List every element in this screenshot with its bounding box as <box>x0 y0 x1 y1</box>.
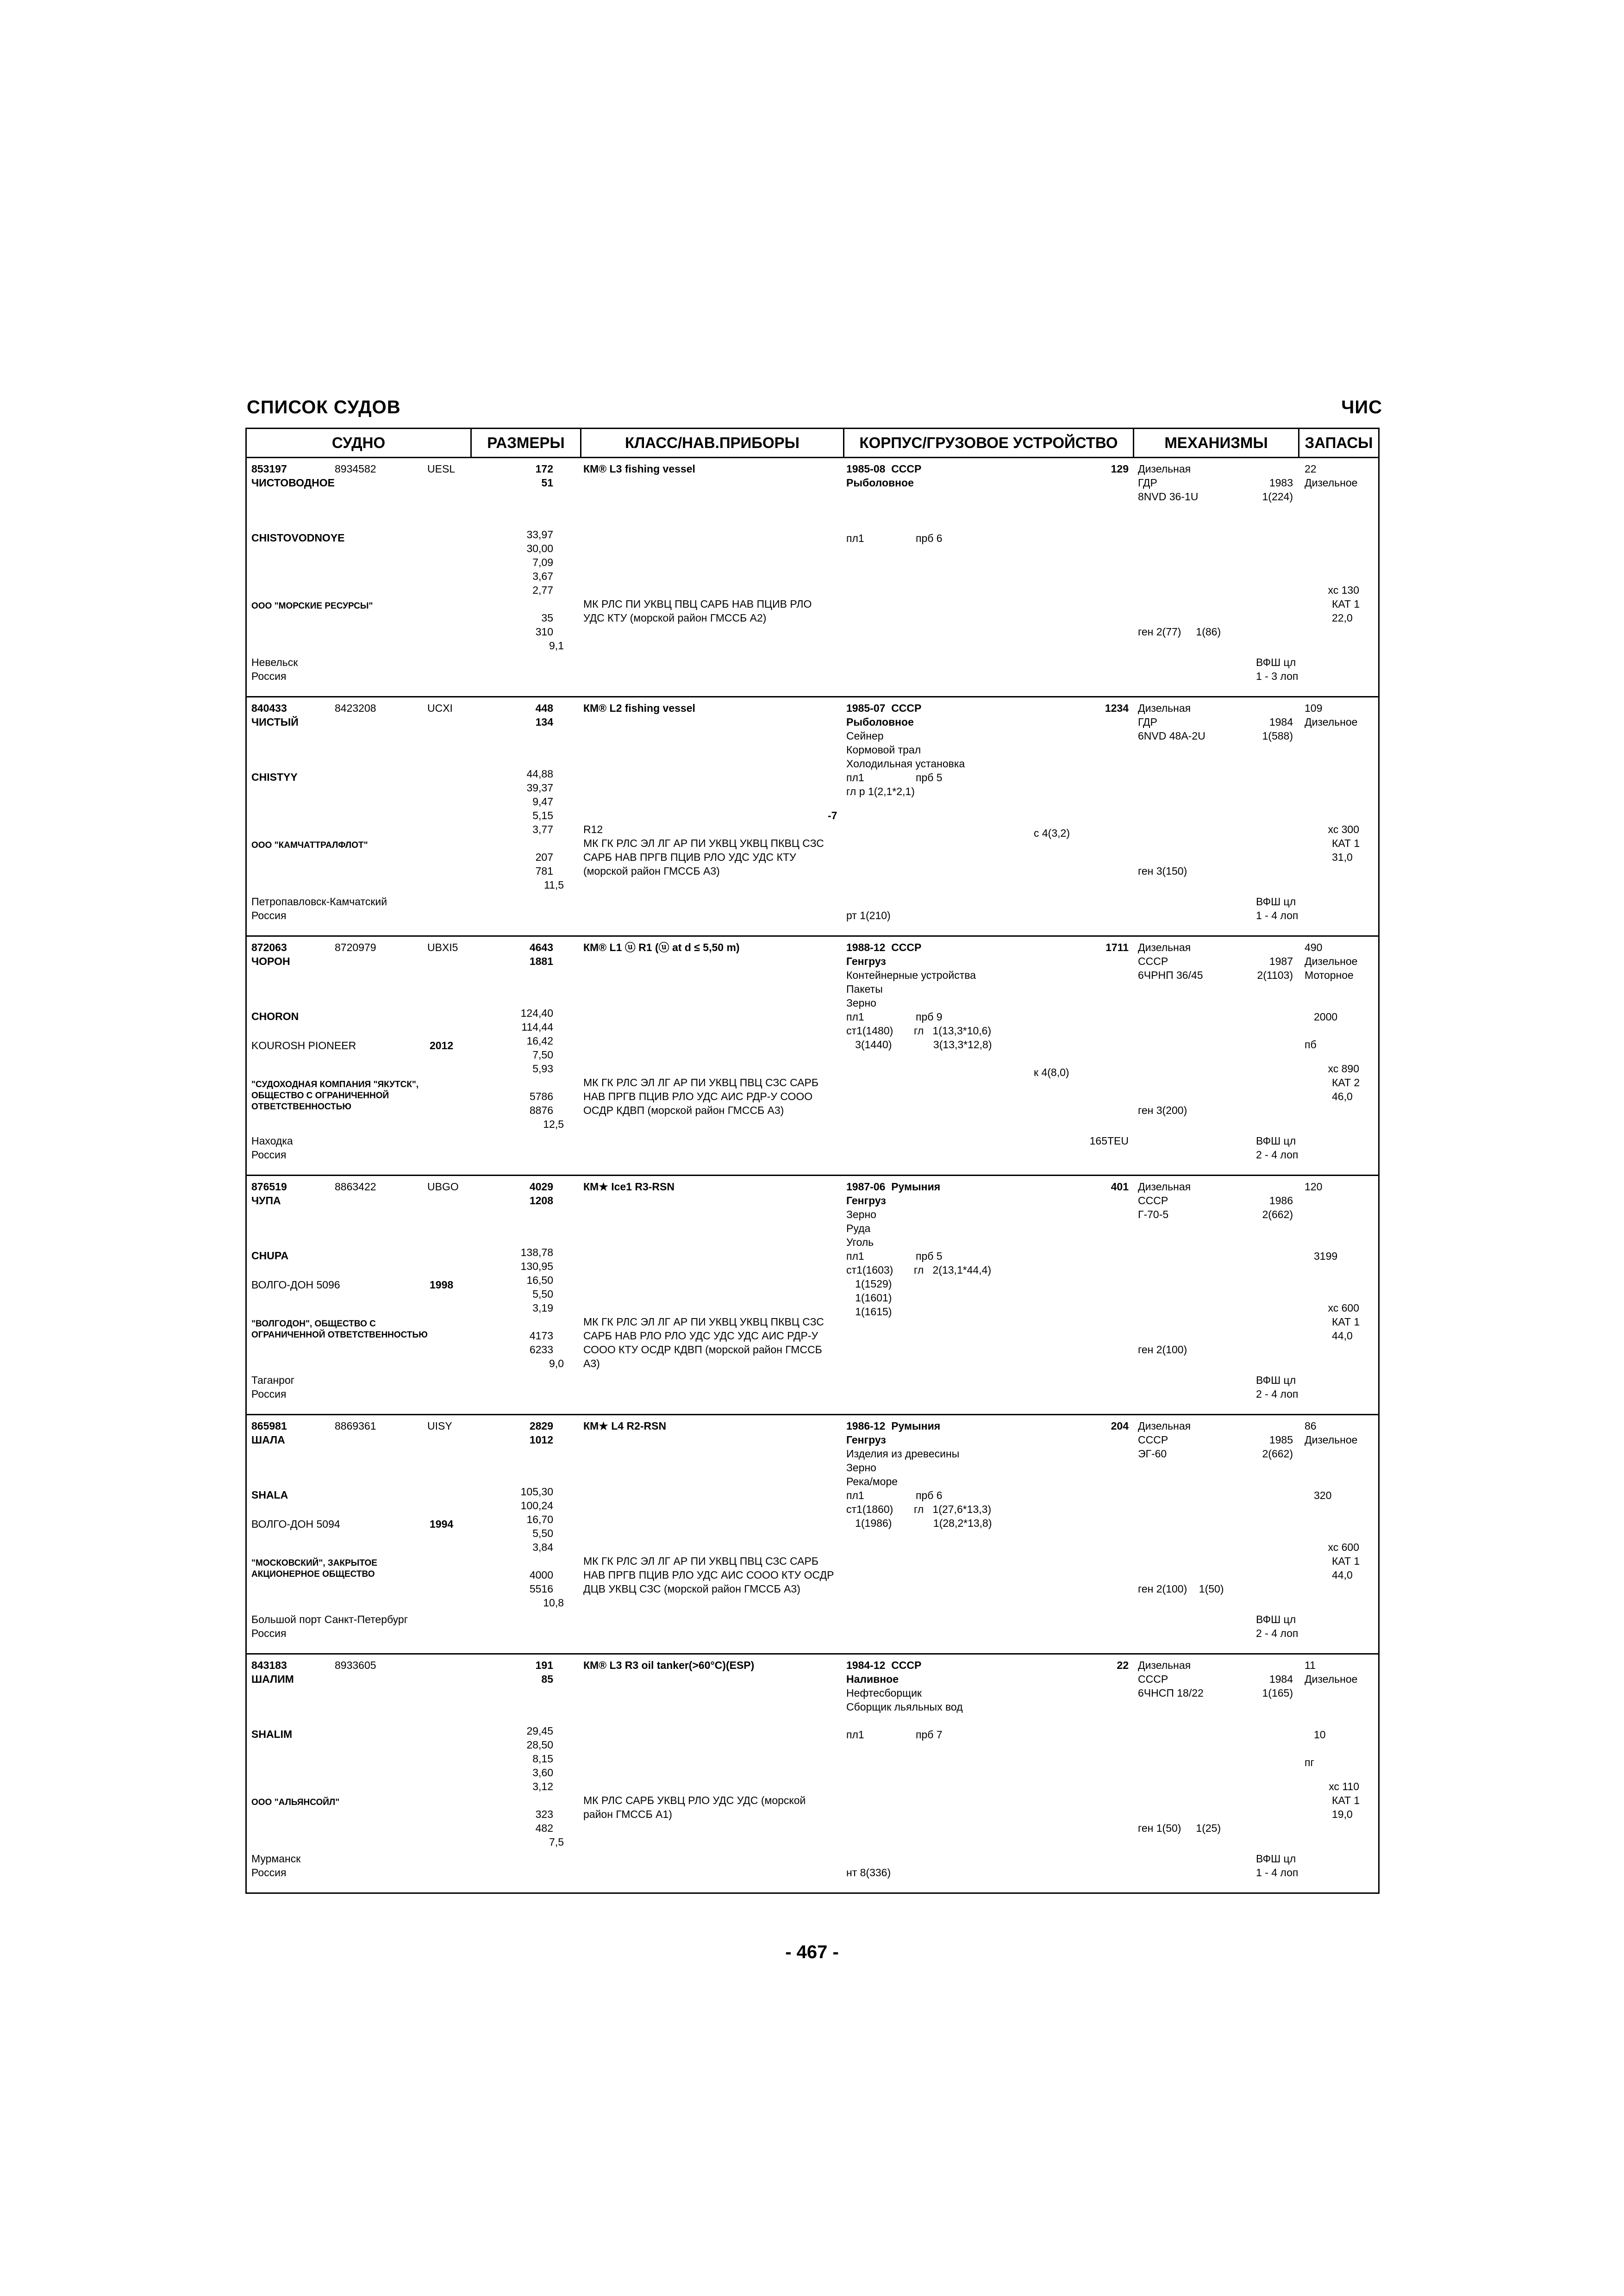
ship-record-cell <box>246 1415 1379 1654</box>
cargo-item: Холодильная установка <box>846 758 965 770</box>
ship-callsign: UISY <box>427 1420 452 1432</box>
engine-power: 2(1103) <box>1257 969 1293 981</box>
ship-owner: ООО "МОРСКИЕ РЕСУРСЫ" <box>251 601 373 611</box>
dim-depth: 3,67 <box>532 570 553 582</box>
dim-gross-tonnage: 172 <box>535 463 553 475</box>
hatch-line: ст1(1860) гл 1(27,6*13,3) <box>846 1503 992 1515</box>
stores-fuel: 490 <box>1305 941 1323 953</box>
ship-owner: "ВОЛГОДОН", ОБЩЕСТВО С ОГРАНИЧЕННОЙ ОТВЕТСТВЕННОСТЬЮ <box>251 1319 428 1340</box>
cargo-item: Контейнерные устройства <box>846 969 976 981</box>
hull-bulkheads: прб 6 <box>916 532 943 544</box>
hull-build-info: 1985-07 СССР <box>846 702 922 714</box>
nav-equipment: МК РЛС ПИ УКВЦ ПВЦ САРБ НАВ ПЦИВ РЛО УДС КТУ (морской район ГМССБ А2) <box>583 598 812 624</box>
hatch-right: к 4(8,0) <box>1034 1066 1069 1078</box>
dim-displacement: 781 <box>535 865 553 877</box>
dim-displacement: 8876 <box>529 1104 553 1116</box>
ship-former-name: KOUROSH PIONEER <box>251 1039 356 1052</box>
cargo-item: Пакеты <box>846 983 883 995</box>
ship-imo-number: 8863422 <box>335 1181 376 1193</box>
ship-callsign: UESL <box>427 463 456 475</box>
nav-equipment: МК ГК РЛС ЭЛ ЛГ АР ПИ УКВЦ УКВЦ ПКВЦ СЗС САРБ НАВ ПРГВ ПЦИВ РЛО УДС УДС КТУ (морской район ГМССБ А3) <box>583 837 824 877</box>
hatch-line: 1(1986) 1(28,2*13,8) <box>846 1517 992 1529</box>
stores-fuel-type: Дизельное <box>1305 1434 1358 1446</box>
hull-type: Генгруз <box>846 1195 886 1207</box>
boats-count: 1 - 4 лоп <box>1256 909 1299 921</box>
engine-type: Дизельная <box>1138 1420 1191 1432</box>
ship-country: Россия <box>251 1867 287 1879</box>
hull-type: Рыболовное <box>846 716 914 728</box>
engine-country: СССР <box>1138 1673 1168 1685</box>
stores-fuel: 120 <box>1305 1181 1323 1193</box>
dim-breadth: 8,15 <box>532 1753 553 1765</box>
hull-deck: пл1 <box>846 1011 864 1023</box>
dim-draught: 5,93 <box>532 1063 553 1075</box>
class-notation: КМ® L2 fishing vessel <box>583 702 695 714</box>
ship-record-cell <box>246 697 1379 936</box>
cargo-item: Сейнер <box>846 730 884 742</box>
cargo-item: Зерно <box>846 1208 876 1220</box>
ship-imo-number: 8720979 <box>335 941 376 953</box>
dim-breadth: 7,09 <box>532 556 553 568</box>
engine-year: 1984 <box>1269 716 1293 728</box>
dim-deadweight: 207 <box>535 851 553 863</box>
dim-deadweight: 4000 <box>529 1569 553 1581</box>
stores-fuel-type: Дизельное <box>1305 955 1358 967</box>
stores-category: КАТ 1 <box>1332 837 1360 849</box>
engine-model: 6ЧНСП 18/22 <box>1138 1687 1204 1699</box>
page-header-left: СПИСОК СУДОВ <box>247 397 401 417</box>
ship-former-year: 1994 <box>430 1518 454 1530</box>
nav-equipment: МК ГК РЛС ЭЛ ЛГ АР ПИ УКВЦ ПВЦ СЗС САРБ НАВ ПРГВ ПЦИВ РЛО УДС АИС РДР-У СООО ОСДР КДВП (морской район ГМССБ А3) <box>583 1076 818 1116</box>
dim-speed: 10,8 <box>543 1597 564 1609</box>
ship-name-en: CHORON <box>251 1010 299 1022</box>
class-notation: КМ® L1 ⓤ R1 (ⓤ at d ≤ 5,50 m) <box>583 941 740 953</box>
ship-record-cell <box>246 1654 1379 1893</box>
hull-build-info: 1988-12 СССР <box>846 941 922 953</box>
hull-bottom: рт 1(210) <box>846 909 891 921</box>
engine-country: СССР <box>1138 1195 1168 1207</box>
hull-build-value: 1234 <box>1105 702 1129 714</box>
engine-model: 8NVD 36-1U <box>1138 491 1199 503</box>
ship-reg-number: 840433 <box>251 702 287 714</box>
ship-former-year: 2012 <box>430 1039 454 1052</box>
dim-deadweight: 35 <box>541 612 553 624</box>
ship-reg-number: 853197 <box>251 463 287 475</box>
ship-former-name: ВОЛГО-ДОН 5094 <box>251 1518 340 1530</box>
ship-owner: ООО "АЛЬЯНСОЙЛ" <box>251 1798 340 1807</box>
dim-displacement: 482 <box>535 1822 553 1834</box>
ship-reg-number: 872063 <box>251 941 287 953</box>
stores-category: КАТ 1 <box>1332 1316 1360 1328</box>
ship-reg-number: 876519 <box>251 1181 287 1193</box>
dim-gross-tonnage: 191 <box>535 1659 553 1671</box>
boats-count: 2 - 4 лоп <box>1256 1388 1299 1400</box>
dim-speed: 7,5 <box>549 1836 564 1848</box>
dim-net-tonnage: 1881 <box>529 955 553 967</box>
stores-capacity: 10 <box>1314 1729 1326 1741</box>
dim-depth: 5,15 <box>532 809 553 821</box>
cargo-item: Зерно <box>846 997 876 1009</box>
cargo-item: Уголь <box>846 1236 874 1248</box>
dim-length-overall: 29,45 <box>526 1725 553 1737</box>
stores-extra: пб <box>1305 1039 1317 1051</box>
stores-capacity: 3199 <box>1314 1250 1338 1262</box>
stores-refrig: хс 600 <box>1328 1302 1359 1314</box>
stores-fuel: 109 <box>1305 702 1323 714</box>
dim-length-overall: 138,78 <box>520 1246 553 1258</box>
engine-year: 1984 <box>1269 1673 1293 1685</box>
cargo-item: Сборщик льяльных вод <box>846 1701 963 1713</box>
ship-name-ru: ЧОРОН <box>251 955 290 967</box>
ship-port: Петропавловск-Камчатский <box>251 896 387 908</box>
stores-refrig: хс 890 <box>1328 1063 1359 1075</box>
hull-type: Генгруз <box>846 1434 886 1446</box>
hull-type: Наливное <box>846 1673 899 1685</box>
dim-speed: 11,5 <box>543 879 564 891</box>
dim-breadth: 9,47 <box>532 796 553 808</box>
class-notation: КМ★ Ice1 R3-RSN <box>583 1181 675 1193</box>
cargo-item: Зерно <box>846 1462 876 1474</box>
engine-year: 1985 <box>1269 1434 1293 1446</box>
hull-bottom: нт 8(336) <box>846 1867 891 1879</box>
engine-power: 2(662) <box>1262 1448 1293 1460</box>
generators: ген 2(77) 1(86) <box>1138 626 1221 638</box>
dim-depth: 5,50 <box>532 1288 553 1300</box>
dim-speed: 9,1 <box>549 640 564 652</box>
engine-country: ГДР <box>1138 716 1157 728</box>
hull-build-info: 1984-12 СССР <box>846 1659 922 1671</box>
ship-register-table <box>245 428 1380 1894</box>
ship-name-ru: ЧИСТЫЙ <box>251 716 299 728</box>
boats-info: ВФШ цл <box>1256 1613 1296 1625</box>
engine-year: 1987 <box>1269 955 1293 967</box>
hull-deck: пл1 <box>846 532 864 544</box>
engine-type: Дизельная <box>1138 702 1191 714</box>
engine-model: 6NVD 48A-2U <box>1138 730 1206 742</box>
ship-record <box>246 1415 1379 1654</box>
column-header-class: КЛАСС/НАВ.ПРИБОРЫ <box>581 429 844 458</box>
ship-imo-number: 8869361 <box>335 1420 376 1432</box>
class-notation: КМ★ L4 R2-RSN <box>583 1420 667 1432</box>
ship-former-name: ВОЛГО-ДОН 5096 <box>251 1279 340 1291</box>
dim-draught: 3,84 <box>532 1541 553 1553</box>
hatch-line: ст1(1480) гл 1(13,3*10,6) <box>846 1025 992 1037</box>
dim-length-pp: 114,44 <box>521 1021 553 1033</box>
ship-imo-number: 8934582 <box>335 463 376 475</box>
stores-fuel-type-2: Моторное <box>1305 969 1354 981</box>
ship-name-ru: ШАЛА <box>251 1434 285 1446</box>
engine-power: 1(224) <box>1262 491 1293 503</box>
hull-build-info: 1985-08 СССР <box>846 463 922 475</box>
engine-power: 2(662) <box>1262 1208 1293 1220</box>
generators: ген 3(200) <box>1138 1104 1187 1116</box>
hull-bulkheads: прб 6 <box>916 1489 943 1501</box>
stores-refrig: хс 600 <box>1328 1541 1359 1553</box>
ship-country: Россия <box>251 670 287 682</box>
hull-deck: пл1 <box>846 1729 864 1741</box>
stores-fuel-type: Дизельное <box>1305 477 1358 489</box>
dim-length-pp: 28,50 <box>526 1739 553 1751</box>
ship-record-cell <box>246 458 1379 697</box>
dim-draught: 3,12 <box>532 1780 553 1792</box>
ship-record <box>246 936 1379 1176</box>
stores-fuel: 11 <box>1305 1659 1316 1671</box>
ship-name-en: SHALIM <box>251 1728 293 1740</box>
stores-fuel: 86 <box>1305 1420 1317 1432</box>
ship-callsign: UBGO <box>427 1181 459 1193</box>
ship-name-ru: ЧИСТОВОДНОЕ <box>251 477 335 489</box>
ship-country: Россия <box>251 1388 287 1400</box>
engine-power: 1(165) <box>1262 1687 1293 1699</box>
stores-refrig: хс 130 <box>1328 584 1359 596</box>
engine-country: СССР <box>1138 955 1168 967</box>
hull-build-info: 1987-06 Румыния <box>846 1181 941 1193</box>
stores-category: КАТ 1 <box>1332 598 1360 610</box>
dim-draught: 2,77 <box>532 584 553 596</box>
ship-record <box>246 1176 1379 1415</box>
cargo-item: Кормовой трал <box>846 744 921 756</box>
ship-port: Большой порт Санкт-Петербург <box>251 1613 408 1625</box>
boats-info: ВФШ цл <box>1256 656 1296 668</box>
column-header-dimensions: РАЗМЕРЫ <box>471 429 581 458</box>
hull-bulkheads: прб 9 <box>916 1011 943 1023</box>
ship-owner: ООО "КАМЧАТТРАЛФЛОТ" <box>251 840 368 850</box>
hatch-line: 1(1529) <box>846 1278 892 1290</box>
dim-displacement: 6233 <box>529 1344 553 1356</box>
column-header-row <box>246 429 1379 458</box>
hatch-line: ст1(1603) гл 2(13,1*44,4) <box>846 1264 992 1276</box>
stores-crew: 19,0 <box>1332 1808 1353 1820</box>
hatch-line: 1(1615) <box>846 1306 892 1318</box>
ship-name-ru: ШАЛИМ <box>251 1673 294 1685</box>
class-notation: КМ® L3 R3 oil tanker(>60°C)(ESP) <box>583 1659 755 1671</box>
dim-gross-tonnage: 2829 <box>529 1420 553 1432</box>
stores-refrig: хс 300 <box>1328 823 1359 835</box>
dim-net-tonnage: 85 <box>541 1673 553 1685</box>
hull-deck: пл1 <box>846 1489 864 1501</box>
generators: ген 3(150) <box>1138 865 1187 877</box>
engine-model: ЭГ-60 <box>1138 1448 1167 1460</box>
dim-breadth: 16,70 <box>526 1513 553 1525</box>
engine-power: 1(588) <box>1262 730 1293 742</box>
hull-build-value: 129 <box>1111 463 1129 475</box>
dim-displacement: 5516 <box>529 1583 553 1595</box>
ship-port: Находка <box>251 1135 293 1147</box>
nav-equipment: МК РЛС САРБ УКВЦ РЛО УДС УДС (морской район ГМССБ А1) <box>583 1794 806 1820</box>
hull-deck: пл1 <box>846 772 864 784</box>
dim-speed: 12,5 <box>543 1118 564 1130</box>
stores-fuel-type: Дизельное <box>1305 1673 1358 1685</box>
hull-bulkheads: прб 5 <box>916 772 943 784</box>
ship-country: Россия <box>251 1149 287 1161</box>
dim-gross-tonnage: 448 <box>535 702 553 714</box>
nav-equipment: МК ГК РЛС ЭЛ ЛГ АР ПИ УКВЦ УКВЦ ПКВЦ СЗС САРБ НАВ РЛО РЛО УДС УДС УДС АИС РДР-У СООО КТУ ОСДР КДВП (морской район ГМССБ А3) <box>583 1316 824 1369</box>
dim-depth: 7,50 <box>532 1049 553 1061</box>
ship-name-en: SHALA <box>251 1489 288 1501</box>
dim-length-overall: 33,97 <box>526 529 553 541</box>
ship-reg-number: 843183 <box>251 1659 287 1671</box>
ship-reg-number: 865981 <box>251 1420 287 1432</box>
generators: ген 1(50) 1(25) <box>1138 1822 1221 1834</box>
column-header-ship: СУДНО <box>246 429 471 458</box>
cargo-item: Река/море <box>846 1475 898 1487</box>
stores-crew: 44,0 <box>1332 1569 1353 1581</box>
ship-record <box>246 697 1379 936</box>
ship-record <box>246 458 1379 697</box>
boats-info: ВФШ цл <box>1256 896 1296 908</box>
column-header-hull: КОРПУС/ГРУЗОВОЕ УСТРОЙСТВО <box>844 429 1134 458</box>
column-header-machinery: МЕХАНИЗМЫ <box>1134 429 1299 458</box>
boats-count: 1 - 4 лоп <box>1256 1867 1299 1879</box>
page-number: - 467 - <box>785 1942 839 1962</box>
dim-breadth: 16,42 <box>526 1035 553 1047</box>
ship-owner: "СУДОХОДНАЯ КОМПАНИЯ "ЯКУТСК", ОБЩЕСТВО С ОГРАНИЧЕННОЙ ОТВЕТСТВЕННОСТЬЮ <box>251 1080 419 1112</box>
hull-build-value: 204 <box>1111 1420 1129 1432</box>
hull-type: Рыболовное <box>846 477 914 489</box>
ship-record <box>246 1654 1379 1893</box>
ship-callsign: UCXI <box>427 702 453 714</box>
cargo-item: Руда <box>846 1222 871 1234</box>
ship-port: Невельск <box>251 656 298 668</box>
hatch-line: 3(1440) 3(13,3*12,8) <box>846 1039 992 1051</box>
page-header-right: ЧИС <box>1341 397 1382 417</box>
ship-imo-number: 8423208 <box>335 702 376 714</box>
boats-info: ВФШ цл <box>1256 1135 1296 1147</box>
dim-breadth: 16,50 <box>526 1274 553 1286</box>
dim-net-tonnage: 134 <box>535 716 553 728</box>
generators: ген 2(100) <box>1138 1344 1187 1356</box>
ship-imo-number: 8933605 <box>335 1659 376 1671</box>
engine-country: ГДР <box>1138 477 1157 489</box>
stores-category: КАТ 1 <box>1332 1555 1360 1567</box>
stores-category: КАТ 2 <box>1332 1076 1360 1089</box>
hull-build-value: 22 <box>1117 1659 1129 1671</box>
hull-deck: пл1 <box>846 1250 864 1262</box>
stores-crew: 31,0 <box>1332 851 1353 863</box>
dim-length-overall: 124,40 <box>520 1007 553 1019</box>
engine-type: Дизельная <box>1138 941 1191 953</box>
dim-deadweight: 5786 <box>529 1090 553 1102</box>
ship-name-en: CHISTOVODNOYE <box>251 532 345 544</box>
stores-extra: пг <box>1305 1756 1314 1768</box>
dim-draught: 3,19 <box>532 1302 553 1314</box>
ship-port: Таганрог <box>251 1374 295 1386</box>
dim-length-pp: 130,95 <box>520 1260 553 1272</box>
boats-count: 2 - 4 лоп <box>1256 1149 1299 1161</box>
dim-length-pp: 39,37 <box>526 782 553 794</box>
engine-year: 1983 <box>1269 477 1293 489</box>
cargo-item: Изделия из древесины <box>846 1448 960 1460</box>
dim-displacement: 310 <box>535 626 553 638</box>
ship-name-en: CHISTYY <box>251 771 298 783</box>
dim-deadweight: 4173 <box>529 1330 553 1342</box>
dim-deadweight: 323 <box>535 1808 553 1820</box>
ship-name-en: CHUPA <box>251 1250 289 1262</box>
dim-speed: 9,0 <box>549 1357 564 1369</box>
ship-name-ru: ЧУПА <box>251 1195 281 1207</box>
hatch-right: с 4(3,2) <box>1034 827 1070 839</box>
dim-gross-tonnage: 4029 <box>529 1181 553 1193</box>
hatch-line: гл р 1(2,1*2,1) <box>846 785 915 797</box>
stores-crew: 46,0 <box>1332 1090 1353 1102</box>
class-extra: R12 <box>583 823 603 835</box>
ship-former-year: 1998 <box>430 1279 454 1291</box>
boats-count: 2 - 4 лоп <box>1256 1627 1299 1639</box>
stores-category: КАТ 1 <box>1332 1794 1360 1806</box>
stores-fuel-type: Дизельное <box>1305 716 1358 728</box>
hull-type: Генгруз <box>846 955 886 967</box>
hull-bulkheads: прб 5 <box>916 1250 943 1262</box>
engine-model: Г-70-5 <box>1138 1208 1169 1220</box>
dim-net-tonnage: 1208 <box>529 1195 553 1207</box>
hull-build-value: 1711 <box>1106 941 1129 953</box>
cargo-item: Нефтесборщик <box>846 1687 922 1699</box>
dim-draught: 3,77 <box>532 823 553 835</box>
stores-crew: 22,0 <box>1332 612 1353 624</box>
stores-capacity: 320 <box>1314 1489 1332 1501</box>
class-notation: КМ® L3 fishing vessel <box>583 463 695 475</box>
dim-length-overall: 105,30 <box>520 1486 553 1498</box>
boats-info: ВФШ цл <box>1256 1853 1296 1865</box>
dim-gross-tonnage: 4643 <box>529 941 553 953</box>
engine-type: Дизельная <box>1138 463 1191 475</box>
dim-net-tonnage: 51 <box>541 477 553 489</box>
hull-build-info: 1986-12 Румыния <box>846 1420 941 1432</box>
dim-length-pp: 30,00 <box>526 542 553 554</box>
class-extra-value: -7 <box>828 809 837 821</box>
boats-info: ВФШ цл <box>1256 1374 1296 1386</box>
column-header-stores: ЗАПАСЫ <box>1299 429 1379 458</box>
engine-type: Дизельная <box>1138 1659 1191 1671</box>
ship-record-cell <box>246 1176 1379 1415</box>
ship-owner: "МОСКОВСКИЙ", ЗАКРЫТОЕ АКЦИОНЕРНОЕ ОБЩЕСТВО <box>251 1558 377 1579</box>
nav-equipment: МК ГК РЛС ЭЛ ЛГ АР ПИ УКВЦ ПВЦ СЗС САРБ НАВ ПРГВ ПЦИВ РЛО УДС АИС СООО КТУ ОСДР ДЦВ УКВЦ СЗС (морской район ГМССБ А3) <box>583 1555 834 1595</box>
dim-depth: 5,50 <box>532 1527 553 1539</box>
ship-port: Мурманск <box>251 1853 301 1865</box>
hull-build-value: 401 <box>1111 1181 1129 1193</box>
hatch-line: 1(1601) <box>846 1292 892 1304</box>
ship-country: Россия <box>251 909 287 921</box>
hull-bulkheads: прб 7 <box>916 1729 943 1741</box>
dim-length-pp: 100,24 <box>520 1500 553 1512</box>
dim-net-tonnage: 1012 <box>529 1434 553 1446</box>
ship-callsign: UBXI5 <box>427 941 458 953</box>
engine-type: Дизельная <box>1138 1181 1191 1193</box>
dim-depth: 3,60 <box>532 1767 553 1779</box>
boats-count: 1 - 3 лоп <box>1256 670 1299 682</box>
stores-capacity: 2000 <box>1314 1011 1338 1023</box>
engine-country: СССР <box>1138 1434 1168 1446</box>
stores-refrig: хс 110 <box>1329 1780 1359 1792</box>
dim-length-overall: 44,88 <box>526 768 553 780</box>
ship-record-cell <box>246 936 1379 1176</box>
hull-bottom-right: 165TEU <box>1089 1135 1129 1147</box>
stores-fuel: 22 <box>1305 463 1317 475</box>
engine-year: 1986 <box>1269 1195 1293 1207</box>
stores-crew: 44,0 <box>1332 1330 1353 1342</box>
engine-model: 6ЧРНП 36/45 <box>1138 969 1203 981</box>
ship-country: Россия <box>251 1627 287 1639</box>
generators: ген 2(100) 1(50) <box>1138 1583 1224 1595</box>
